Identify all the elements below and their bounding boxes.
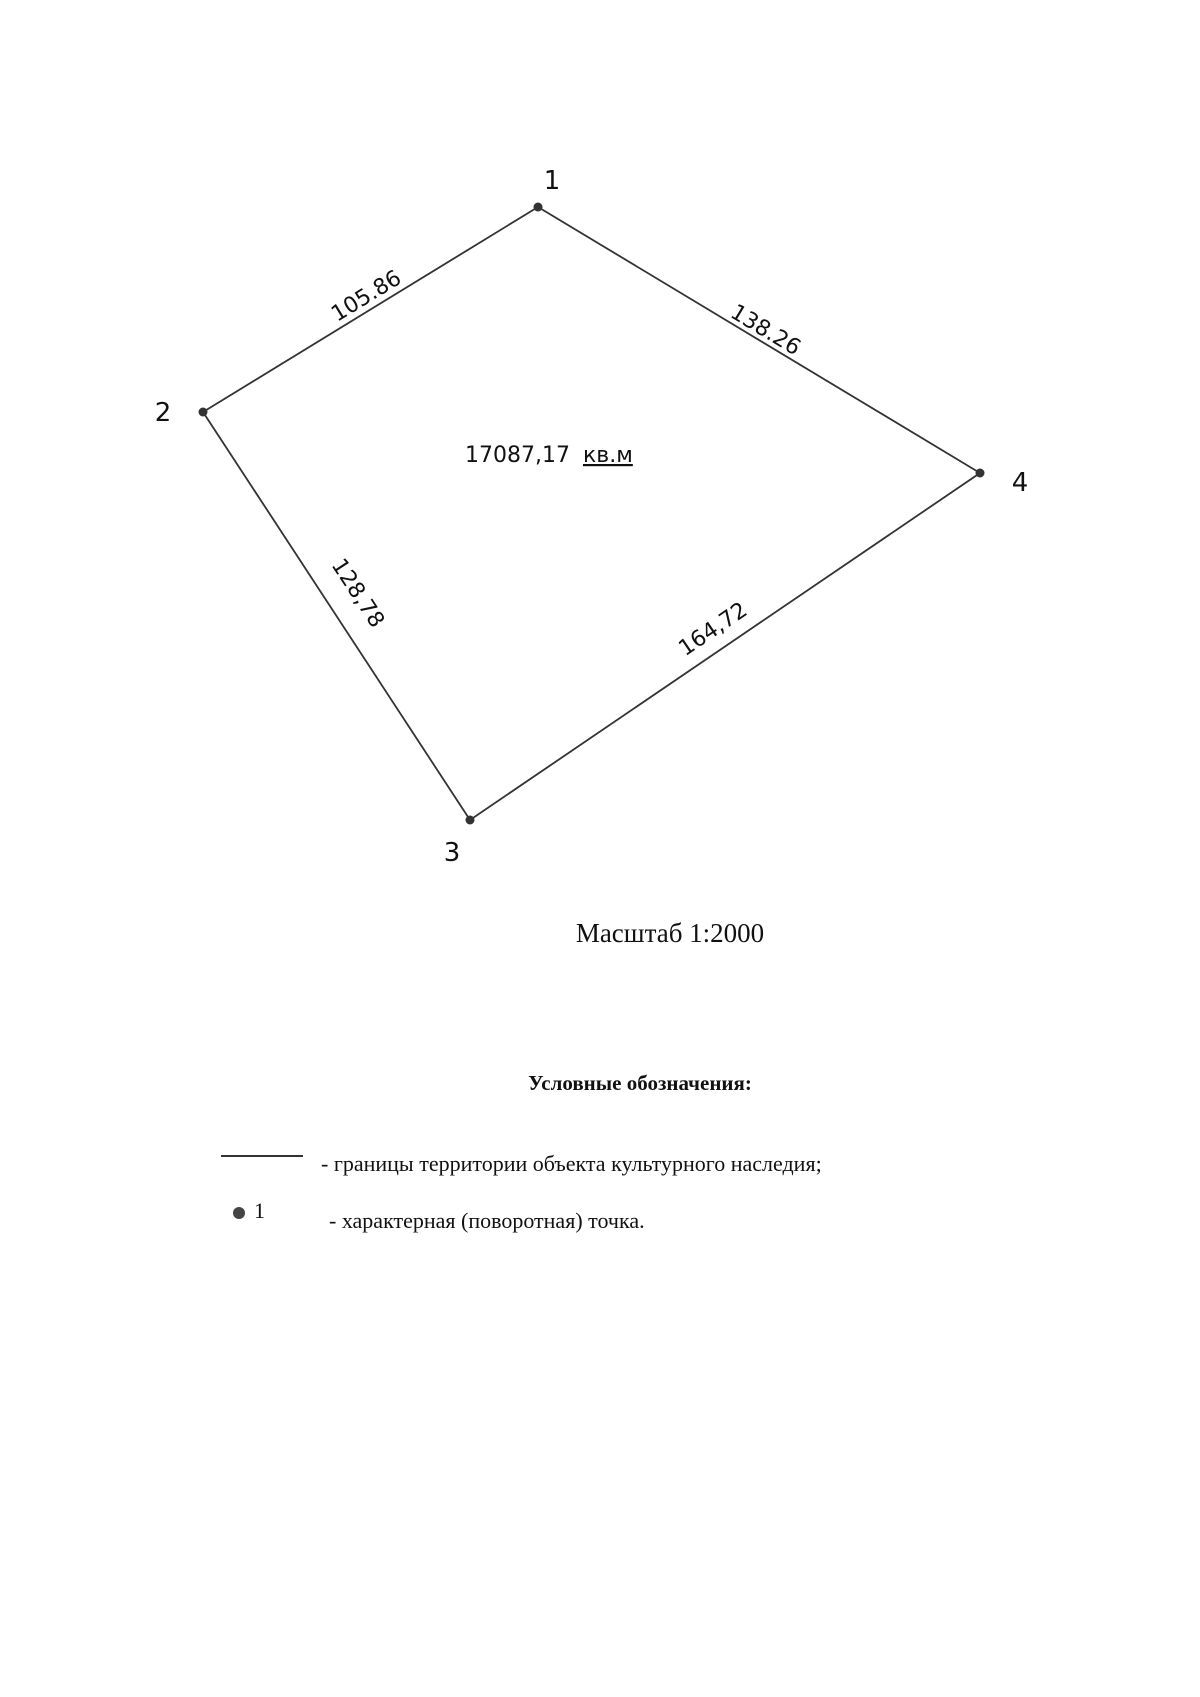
- vertex-label-1: 1: [543, 166, 561, 196]
- scale-text: Масштаб 1:2000: [575, 918, 765, 948]
- legend-point-icon: [233, 1207, 245, 1219]
- vertex-point-4: [976, 469, 985, 478]
- edge-length-label: 138.26: [725, 299, 805, 361]
- boundary-polygon: [203, 207, 980, 820]
- vertex-label-4: 4: [1011, 468, 1029, 498]
- vertex-point-3: [466, 816, 475, 825]
- edge-length-label: 105.86: [327, 265, 406, 328]
- legend-boundary-line-icon: [221, 1155, 303, 1157]
- vertex-label-3: 3: [443, 838, 461, 868]
- area-value: 17087,17: [465, 443, 570, 468]
- edge-length-label: 164,72: [674, 597, 753, 662]
- legend-point-label: 1: [254, 1198, 265, 1223]
- edge-length-label: 128,78: [325, 554, 389, 633]
- vertex-label-2: 2: [154, 398, 172, 428]
- legend-title: Условные обозначения:: [528, 1071, 752, 1095]
- vertex-point-2: [199, 408, 208, 417]
- area-label: [465, 443, 633, 468]
- vertex-point-1: [534, 203, 543, 212]
- legend-point-text: - характерная (поворотная) точка.: [329, 1208, 645, 1233]
- legend-boundary-text: - границы территории объекта культурного наследия;: [321, 1151, 822, 1176]
- area-unit: кв.м: [582, 443, 633, 468]
